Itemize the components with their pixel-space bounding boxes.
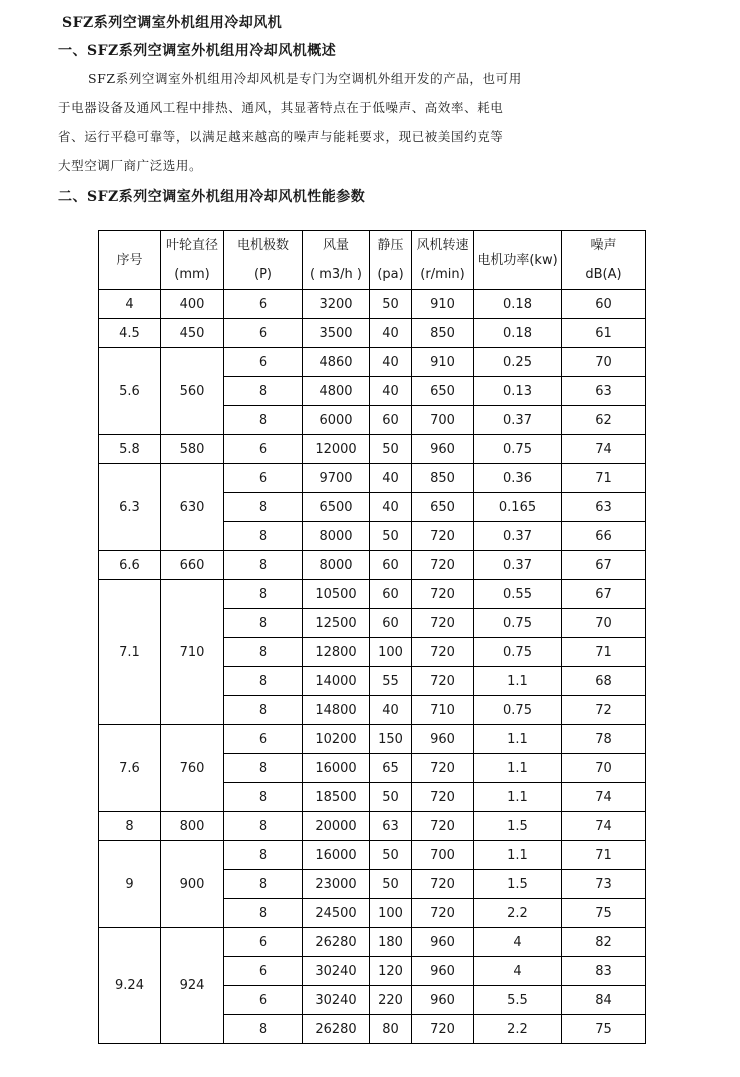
- cell-noise: 83: [562, 957, 646, 986]
- cell-noise: 68: [562, 667, 646, 696]
- cell-model-no: 5.6: [99, 348, 161, 435]
- cell-noise: 70: [562, 609, 646, 638]
- cell-motor-power: 4: [474, 928, 562, 957]
- cell-air-volume: 26280: [303, 1015, 370, 1044]
- paragraph-line: SFZ系列空调室外机组用冷却风机是专门为空调机外组开发的产品，也可用: [88, 71, 522, 86]
- cell-fan-speed: 650: [412, 377, 474, 406]
- cell-static-pressure: 50: [370, 870, 412, 899]
- header-line: 风机转速: [416, 238, 469, 253]
- cell-motor-poles: 6: [224, 348, 303, 377]
- cell-static-pressure: 60: [370, 551, 412, 580]
- cell-motor-poles: 8: [224, 812, 303, 841]
- cell-motor-poles: 8: [224, 696, 303, 725]
- table-header-row: [99, 231, 646, 290]
- cell-static-pressure: 60: [370, 609, 412, 638]
- cell-motor-poles: 8: [224, 638, 303, 667]
- cell-noise: 61: [562, 319, 646, 348]
- cell-air-volume: 4860: [303, 348, 370, 377]
- cell-model-no: 9: [99, 841, 161, 928]
- cell-fan-speed: 850: [412, 319, 474, 348]
- cell-static-pressure: 40: [370, 348, 412, 377]
- cell-impeller-diameter: 450: [161, 319, 224, 348]
- cell-motor-poles: 8: [224, 551, 303, 580]
- cell-noise: 63: [562, 377, 646, 406]
- table-row: [99, 319, 646, 348]
- cell-fan-speed: 720: [412, 522, 474, 551]
- cell-air-volume: 23000: [303, 870, 370, 899]
- cell-static-pressure: 60: [370, 580, 412, 609]
- cell-model-no: 6.6: [99, 551, 161, 580]
- cell-motor-power: 0.37: [474, 522, 562, 551]
- cell-static-pressure: 65: [370, 754, 412, 783]
- table-row: [99, 464, 646, 493]
- header-line: 电机极数: [236, 238, 289, 253]
- cell-air-volume: 12800: [303, 638, 370, 667]
- cell-motor-power: 2.2: [474, 1015, 562, 1044]
- cell-fan-speed: 960: [412, 928, 474, 957]
- cell-noise: 74: [562, 435, 646, 464]
- paragraph-line: 省、运行平稳可靠等，以满足越来越高的噪声与能耗要求，现已被美国约克等: [58, 129, 504, 144]
- cell-model-no: 6.3: [99, 464, 161, 551]
- cell-impeller-diameter: 560: [161, 348, 224, 435]
- table-row: [99, 928, 646, 957]
- header-line: (mm): [174, 267, 210, 282]
- cell-impeller-diameter: 924: [161, 928, 224, 1044]
- performance-table: [98, 230, 646, 1044]
- cell-noise: 74: [562, 783, 646, 812]
- cell-impeller-diameter: 900: [161, 841, 224, 928]
- cell-fan-speed: 720: [412, 667, 474, 696]
- cell-air-volume: 18500: [303, 783, 370, 812]
- cell-motor-power: 4: [474, 957, 562, 986]
- cell-noise: 66: [562, 522, 646, 551]
- cell-motor-poles: 6: [224, 928, 303, 957]
- cell-air-volume: 8000: [303, 522, 370, 551]
- cell-motor-poles: 8: [224, 609, 303, 638]
- cell-air-volume: 16000: [303, 754, 370, 783]
- cell-model-no: 9.24: [99, 928, 161, 1044]
- cell-fan-speed: 910: [412, 290, 474, 319]
- table-row: [99, 841, 646, 870]
- cell-impeller-diameter: 660: [161, 551, 224, 580]
- header-cell: [161, 231, 224, 290]
- header-line: 风量: [322, 238, 349, 253]
- cell-impeller-diameter: 630: [161, 464, 224, 551]
- cell-motor-poles: 8: [224, 493, 303, 522]
- cell-fan-speed: 720: [412, 551, 474, 580]
- header-cell: [562, 231, 646, 290]
- cell-fan-speed: 710: [412, 696, 474, 725]
- cell-static-pressure: 55: [370, 667, 412, 696]
- cell-motor-power: 2.2: [474, 899, 562, 928]
- cell-noise: 70: [562, 754, 646, 783]
- cell-motor-power: 1.1: [474, 725, 562, 754]
- cell-noise: 62: [562, 406, 646, 435]
- section-2-heading: 二、SFZ系列空调室外机组用冷却风机性能参数: [58, 189, 366, 205]
- cell-air-volume: 8000: [303, 551, 370, 580]
- cell-noise: 74: [562, 812, 646, 841]
- cell-motor-power: 0.75: [474, 435, 562, 464]
- cell-fan-speed: 850: [412, 464, 474, 493]
- cell-static-pressure: 50: [370, 841, 412, 870]
- cell-motor-poles: 8: [224, 870, 303, 899]
- cell-motor-power: 0.18: [474, 290, 562, 319]
- cell-fan-speed: 700: [412, 841, 474, 870]
- cell-motor-power: 0.75: [474, 638, 562, 667]
- cell-fan-speed: 720: [412, 609, 474, 638]
- header-cell: [99, 231, 161, 290]
- cell-motor-poles: 6: [224, 464, 303, 493]
- cell-fan-speed: 960: [412, 957, 474, 986]
- cell-noise: 70: [562, 348, 646, 377]
- cell-static-pressure: 40: [370, 696, 412, 725]
- cell-noise: 67: [562, 580, 646, 609]
- cell-fan-speed: 720: [412, 783, 474, 812]
- cell-motor-poles: 6: [224, 957, 303, 986]
- cell-model-no: 5.8: [99, 435, 161, 464]
- header-line: (r/min): [420, 267, 465, 282]
- cell-motor-poles: 6: [224, 435, 303, 464]
- cell-air-volume: 6000: [303, 406, 370, 435]
- table-row: [99, 725, 646, 754]
- cell-fan-speed: 720: [412, 870, 474, 899]
- cell-air-volume: 12000: [303, 435, 370, 464]
- cell-noise: 75: [562, 1015, 646, 1044]
- cell-motor-poles: 8: [224, 783, 303, 812]
- cell-fan-speed: 720: [412, 580, 474, 609]
- cell-motor-power: 0.18: [474, 319, 562, 348]
- cell-motor-poles: 8: [224, 667, 303, 696]
- cell-static-pressure: 220: [370, 986, 412, 1015]
- header-cell: [370, 231, 412, 290]
- cell-static-pressure: 40: [370, 377, 412, 406]
- cell-static-pressure: 50: [370, 290, 412, 319]
- cell-air-volume: 12500: [303, 609, 370, 638]
- cell-motor-power: 0.37: [474, 551, 562, 580]
- cell-impeller-diameter: 760: [161, 725, 224, 812]
- cell-air-volume: 30240: [303, 986, 370, 1015]
- header-line: 噪声: [590, 238, 617, 253]
- cell-fan-speed: 960: [412, 725, 474, 754]
- cell-motor-power: 1.5: [474, 812, 562, 841]
- cell-motor-power: 0.36: [474, 464, 562, 493]
- cell-fan-speed: 700: [412, 406, 474, 435]
- cell-air-volume: 24500: [303, 899, 370, 928]
- header-cell: [412, 231, 474, 290]
- cell-motor-poles: 6: [224, 290, 303, 319]
- cell-air-volume: 14000: [303, 667, 370, 696]
- cell-motor-power: 0.25: [474, 348, 562, 377]
- cell-fan-speed: 720: [412, 754, 474, 783]
- cell-motor-poles: 8: [224, 899, 303, 928]
- cell-fan-speed: 720: [412, 899, 474, 928]
- cell-impeller-diameter: 580: [161, 435, 224, 464]
- section-1-paragraph: [58, 64, 588, 180]
- cell-fan-speed: 650: [412, 493, 474, 522]
- cell-model-no: 4.5: [99, 319, 161, 348]
- header-line: (pa): [377, 267, 404, 282]
- cell-noise: 71: [562, 464, 646, 493]
- cell-noise: 78: [562, 725, 646, 754]
- cell-motor-power: 0.75: [474, 696, 562, 725]
- cell-motor-poles: 8: [224, 377, 303, 406]
- cell-motor-power: 0.13: [474, 377, 562, 406]
- cell-static-pressure: 50: [370, 435, 412, 464]
- cell-motor-power: 1.1: [474, 841, 562, 870]
- cell-noise: 63: [562, 493, 646, 522]
- cell-static-pressure: 100: [370, 638, 412, 667]
- cell-fan-speed: 720: [412, 1015, 474, 1044]
- cell-motor-poles: 8: [224, 754, 303, 783]
- cell-impeller-diameter: 400: [161, 290, 224, 319]
- cell-motor-poles: 6: [224, 725, 303, 754]
- cell-noise: 72: [562, 696, 646, 725]
- cell-motor-poles: 8: [224, 1015, 303, 1044]
- table-row: [99, 290, 646, 319]
- cell-motor-power: 0.55: [474, 580, 562, 609]
- cell-motor-power: 5.5: [474, 986, 562, 1015]
- header-line: dB(A): [585, 267, 622, 282]
- cell-fan-speed: 720: [412, 812, 474, 841]
- cell-impeller-diameter: 710: [161, 580, 224, 725]
- table-row: [99, 812, 646, 841]
- header-line: 序号: [116, 252, 143, 268]
- cell-motor-power: 1.1: [474, 754, 562, 783]
- cell-motor-poles: 6: [224, 319, 303, 348]
- cell-motor-power: 0.75: [474, 609, 562, 638]
- header-cell: [303, 231, 370, 290]
- cell-motor-poles: 8: [224, 522, 303, 551]
- cell-noise: 71: [562, 638, 646, 667]
- cell-noise: 71: [562, 841, 646, 870]
- cell-noise: 67: [562, 551, 646, 580]
- cell-air-volume: 20000: [303, 812, 370, 841]
- cell-impeller-diameter: 800: [161, 812, 224, 841]
- cell-static-pressure: 40: [370, 464, 412, 493]
- cell-fan-speed: 720: [412, 638, 474, 667]
- cell-noise: 75: [562, 899, 646, 928]
- cell-static-pressure: 40: [370, 319, 412, 348]
- cell-static-pressure: 180: [370, 928, 412, 957]
- cell-static-pressure: 100: [370, 899, 412, 928]
- cell-fan-speed: 910: [412, 348, 474, 377]
- cell-motor-power: 0.37: [474, 406, 562, 435]
- cell-fan-speed: 960: [412, 986, 474, 1015]
- cell-air-volume: 10500: [303, 580, 370, 609]
- header-cell: [474, 231, 562, 290]
- cell-static-pressure: 60: [370, 406, 412, 435]
- cell-air-volume: 16000: [303, 841, 370, 870]
- cell-model-no: 7.6: [99, 725, 161, 812]
- cell-air-volume: 14800: [303, 696, 370, 725]
- cell-model-no: 4: [99, 290, 161, 319]
- section-1-heading: 一、SFZ系列空调室外机组用冷却风机概述: [58, 43, 337, 59]
- cell-air-volume: 9700: [303, 464, 370, 493]
- paragraph-line: 于电器设备及通风工程中排热、通风，其显著特点在于低噪声、高效率、耗电: [58, 100, 504, 115]
- cell-air-volume: 10200: [303, 725, 370, 754]
- table-row: [99, 435, 646, 464]
- header-line: ( m3/h ): [310, 267, 362, 282]
- cell-air-volume: 4800: [303, 377, 370, 406]
- cell-motor-poles: 6: [224, 986, 303, 1015]
- cell-motor-power: 0.165: [474, 493, 562, 522]
- cell-static-pressure: 80: [370, 1015, 412, 1044]
- cell-air-volume: 3500: [303, 319, 370, 348]
- cell-motor-power: 1.5: [474, 870, 562, 899]
- table-row: [99, 580, 646, 609]
- cell-motor-power: 1.1: [474, 667, 562, 696]
- cell-static-pressure: 50: [370, 522, 412, 551]
- header-line: 叶轮直径: [165, 238, 218, 253]
- cell-noise: 60: [562, 290, 646, 319]
- cell-noise: 84: [562, 986, 646, 1015]
- cell-model-no: 8: [99, 812, 161, 841]
- cell-motor-power: 1.1: [474, 783, 562, 812]
- cell-noise: 82: [562, 928, 646, 957]
- cell-static-pressure: 150: [370, 725, 412, 754]
- cell-air-volume: 6500: [303, 493, 370, 522]
- header-cell: [224, 231, 303, 290]
- cell-motor-poles: 8: [224, 841, 303, 870]
- cell-static-pressure: 50: [370, 783, 412, 812]
- cell-static-pressure: 40: [370, 493, 412, 522]
- document-title: SFZ系列空调室外机组用冷却风机: [62, 15, 283, 31]
- cell-static-pressure: 120: [370, 957, 412, 986]
- cell-motor-poles: 8: [224, 406, 303, 435]
- cell-air-volume: 30240: [303, 957, 370, 986]
- header-line: (P): [254, 267, 272, 282]
- cell-fan-speed: 960: [412, 435, 474, 464]
- cell-noise: 73: [562, 870, 646, 899]
- cell-air-volume: 3200: [303, 290, 370, 319]
- header-line: 静压: [377, 238, 404, 253]
- table-row: [99, 551, 646, 580]
- cell-static-pressure: 63: [370, 812, 412, 841]
- cell-motor-poles: 8: [224, 580, 303, 609]
- paragraph-line: 大型空调厂商广泛选用。: [58, 158, 203, 173]
- cell-model-no: 7.1: [99, 580, 161, 725]
- table-row: [99, 348, 646, 377]
- header-line: 电机功率(kw): [477, 252, 558, 268]
- cell-air-volume: 26280: [303, 928, 370, 957]
